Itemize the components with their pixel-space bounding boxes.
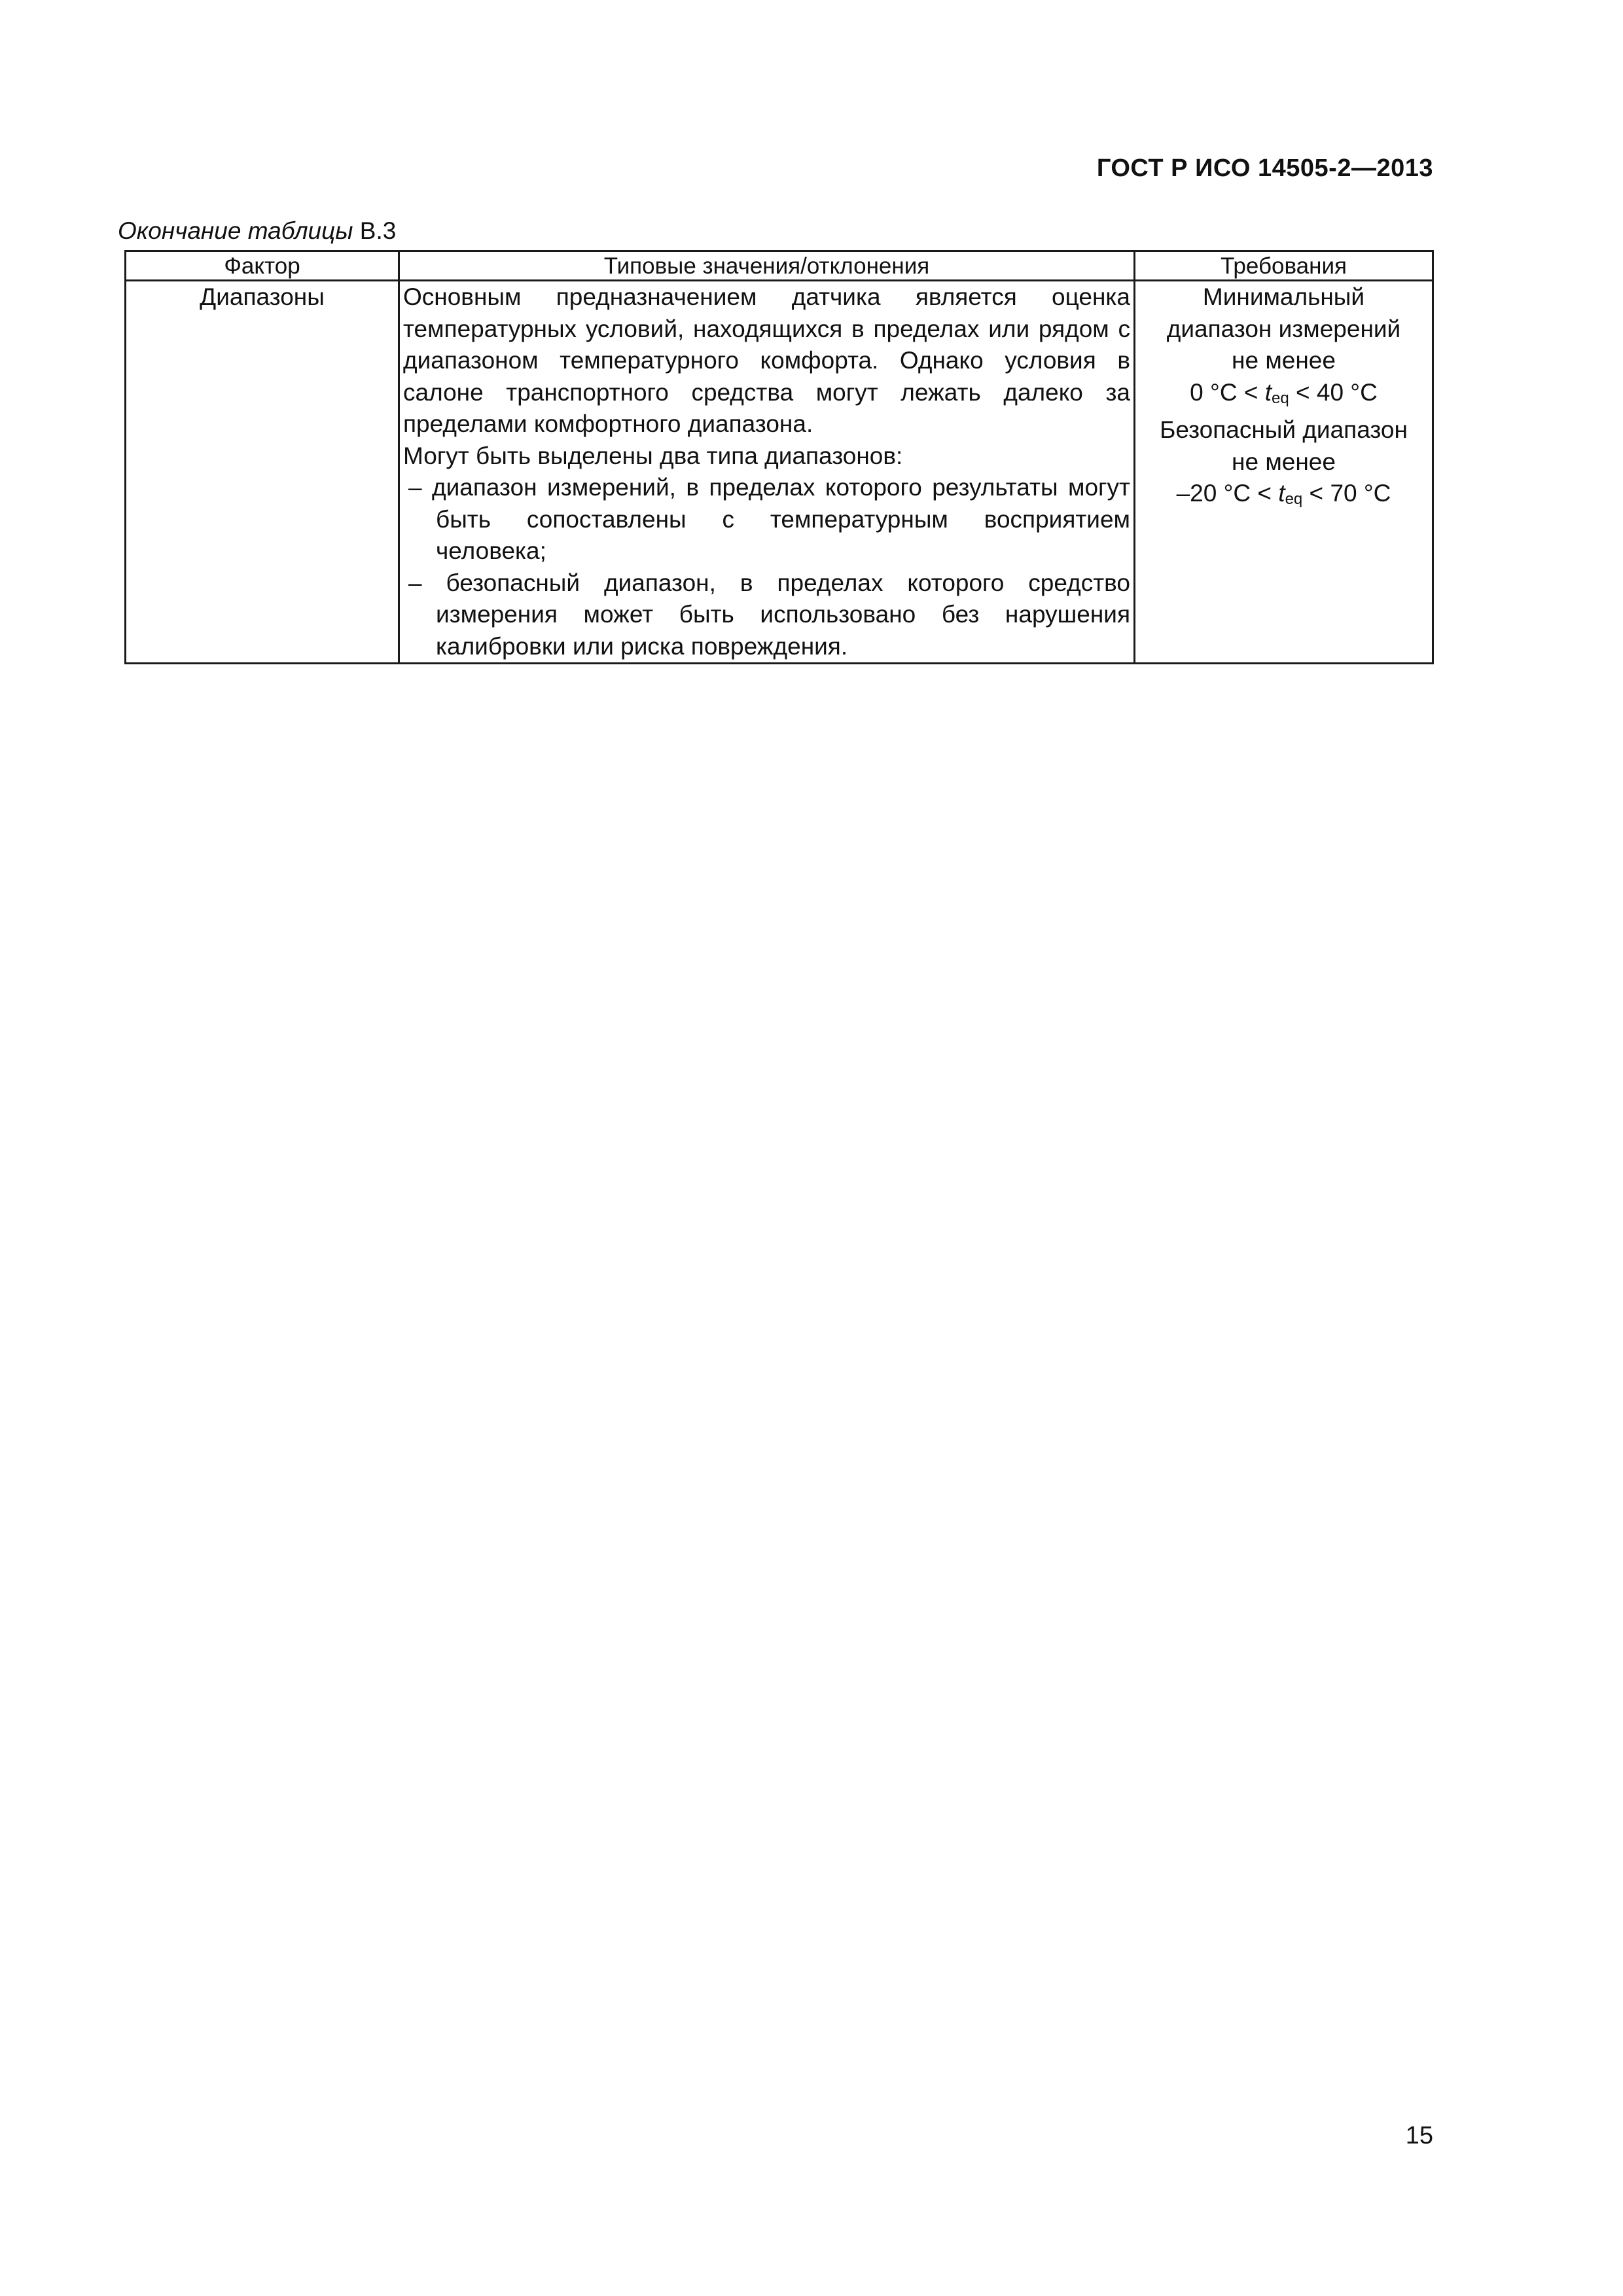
values-cell	[399, 281, 1135, 664]
t-eq-symbol: t	[1264, 378, 1272, 406]
range1-upper: < 40 °C	[1289, 378, 1378, 406]
req-safe-range	[1139, 478, 1429, 516]
t-eq-symbol: t	[1278, 480, 1285, 507]
column-header-factor: Фактор	[126, 251, 399, 281]
t-eq-subscript: eq	[1285, 490, 1303, 508]
req-line-3: не менее	[1232, 347, 1336, 374]
req-line-1: Минимальный	[1202, 283, 1365, 310]
req-line-6: не менее	[1232, 448, 1336, 475]
factor-cell: Диапазоны	[126, 281, 399, 664]
range1-lower: 0 °C <	[1190, 378, 1265, 406]
range2-lower: –20 °C <	[1176, 480, 1279, 507]
spec-table	[124, 250, 1434, 664]
range2-upper: < 70 °C	[1302, 480, 1391, 507]
req-line-5: Безопасный диапазон	[1160, 416, 1408, 443]
requirements-cell	[1135, 281, 1433, 664]
page-number: 15	[1405, 2122, 1433, 2149]
table-row	[126, 281, 1433, 664]
req-line-2: диапазон измерений	[1166, 315, 1401, 342]
values-intro: Могут быть выделены два типа диапазонов:	[403, 442, 903, 469]
column-header-requirements: Требования	[1135, 251, 1433, 281]
req-measurement-range	[1139, 377, 1429, 415]
document-code: ГОСТ Р ИСО 14505-2—2013	[1096, 154, 1433, 182]
t-eq-subscript: eq	[1272, 389, 1289, 407]
table-caption-number: В.3	[353, 217, 397, 244]
list-item: – безопасный диапазон, в пределах которого средство измерения может быть использовано без нарушения калибровки или риска повреждения.	[408, 569, 1130, 660]
table-header-row	[126, 251, 1433, 281]
values-description: Основным предназначением датчика является оценка температурных условий, находящихся в пределах или рядом с диапазоном температурного комфорта. Однако условия в салоне транспортного средства могут лежать далеко за пределами комфортного диапазона.	[403, 283, 1130, 437]
list-item: – диапазон измерений, в пределах которого результаты могут быть сопоставлены с температурным восприятием человека;	[408, 474, 1130, 564]
table-caption	[118, 217, 396, 245]
column-header-values: Типовые значения/отклонения	[399, 251, 1135, 281]
table-caption-label: Окончание таблицы	[118, 217, 353, 244]
